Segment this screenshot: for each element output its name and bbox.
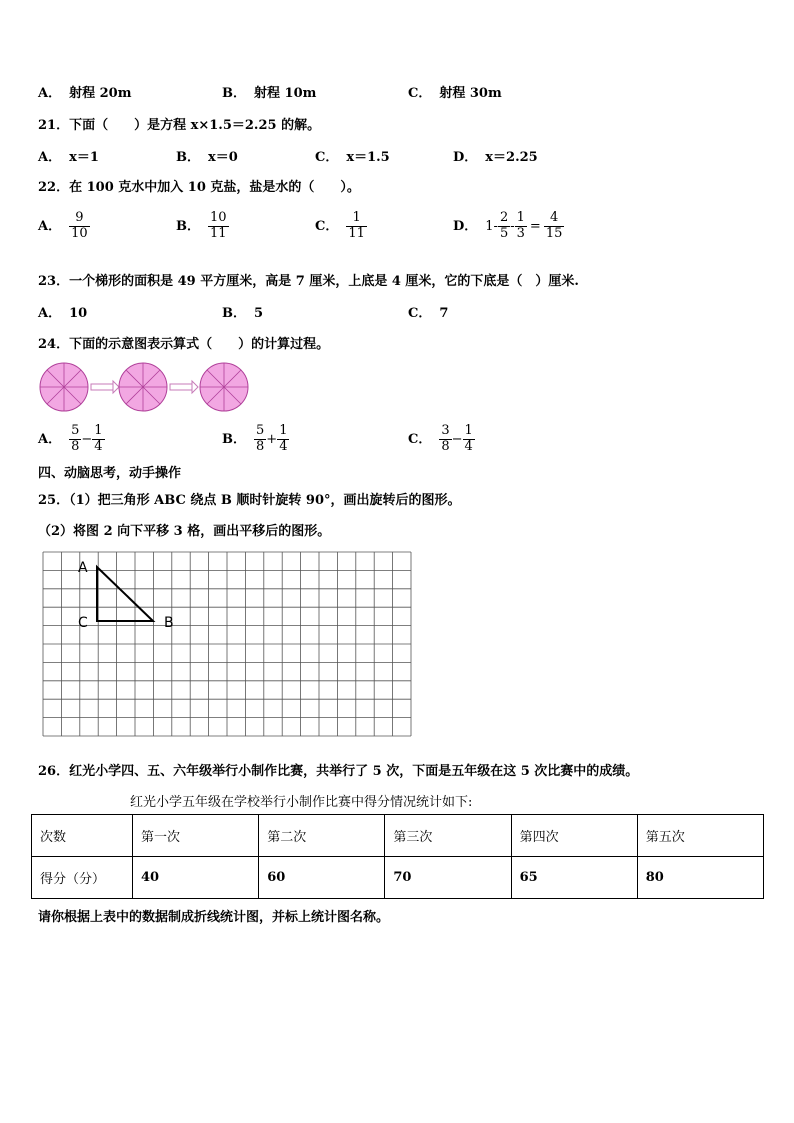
fraction: $\frac{4}{15}$ — [545, 210, 563, 241]
q24-option-c: C． $\frac{3}{8}$ − $\frac{1}{4}$ — [408, 423, 473, 454]
fraction: $\frac{1}{4}$ — [464, 423, 473, 454]
fraction: $\frac{9}{10}$ — [71, 210, 88, 241]
fraction: $\frac{5}{8}$ — [71, 423, 80, 454]
table-cell: 第一次 — [133, 815, 259, 857]
score-table — [31, 814, 764, 899]
q23-option-b: B． 5 — [222, 306, 264, 321]
table-header-row — [32, 815, 764, 857]
q19-option-c: C． 射程 30m — [408, 86, 502, 101]
table-title: 红光小学五年级在学校举行小制作比赛中得分情况统计如下: — [130, 795, 473, 810]
arrow-2 — [170, 381, 198, 393]
table-cell: 65 — [511, 857, 637, 899]
q25-part2: （2）将图 2 向下平移 3 格，画出平移后的图形。 — [38, 524, 331, 539]
q24-stem: 24．下面的示意图表示算式（ ）的计算过程。 — [38, 337, 330, 352]
table-cell: 第三次 — [385, 815, 511, 857]
fraction: $\frac{2}{5}$ — [499, 210, 509, 241]
grid-lines — [43, 552, 411, 736]
fraction: $\frac{1}{3}$ — [516, 210, 525, 241]
q23-stem: 23．一个梯形的面积是 49 平方厘米，高是 7 厘米，上底是 4 厘米，它的下底是（ ）厘米. — [38, 274, 579, 289]
q21-stem: 21．下面（ ）是方程 x×1.5＝2.25 的解。 — [38, 118, 321, 133]
fraction: $\frac{5}{8}$ — [256, 423, 265, 454]
fraction: $\frac{1}{11}$ — [348, 210, 365, 241]
q26-instruction: 请你根据上表中的数据制成折线统计图，并标上统计图名称。 — [38, 910, 390, 925]
table-cell: 80 — [637, 857, 763, 899]
table-row — [32, 857, 764, 899]
q24-option-a: A． $\frac{5}{8}$ − $\frac{1}{4}$ — [38, 423, 103, 454]
q24-pie-diagram — [38, 360, 258, 414]
q22-stem: 22．在 100 克水中加入 10 克盐，盐是水的（ ）。 — [38, 180, 360, 195]
q26-stem: 26．红光小学四、五、六年级举行小制作比赛，共举行了 5 次，下面是五年级在这 5 次比赛中的成绩。 — [38, 764, 639, 779]
table-cell: 第五次 — [637, 815, 763, 857]
table-cell: 次数 — [32, 815, 133, 857]
q23-option-c: C． 7 — [408, 306, 449, 321]
q22-option-a: A． $\frac{9}{10}$ — [38, 210, 88, 241]
q22-option-d: D． 1- $\frac{2}{5}$ - $\frac{1}{3}$ = $\frac{4}{15}$ — [453, 210, 563, 241]
q19-option-a: A． 射程 20m — [38, 86, 132, 101]
point-c-label: C — [78, 615, 88, 631]
table-cell: 第四次 — [511, 815, 637, 857]
fraction: $\frac{10}{11}$ — [210, 210, 227, 241]
q23-option-a: A． 10 — [38, 306, 88, 321]
table-cell: 60 — [259, 857, 385, 899]
section-heading: 四、动脑思考，动手操作 — [38, 466, 182, 481]
table-cell: 第二次 — [259, 815, 385, 857]
q21-option-c: C． x＝1.5 — [315, 150, 390, 165]
q24-option-b: B． $\frac{5}{8}$ + $\frac{1}{4}$ — [222, 423, 288, 454]
q21-option-b: B． x＝0 — [176, 150, 238, 165]
fraction: $\frac{3}{8}$ — [441, 423, 450, 454]
point-b-label: B — [164, 615, 174, 631]
table-cell: 得分（分） — [32, 857, 133, 899]
q21-option-d: D． x＝2.25 — [453, 150, 538, 165]
fraction: $\frac{1}{4}$ — [94, 423, 103, 454]
q22-option-b: B． $\frac{10}{11}$ — [176, 210, 227, 241]
q25-grid — [30, 548, 420, 744]
arrow-1 — [91, 381, 119, 393]
pie-1 — [40, 363, 88, 411]
fraction: $\frac{1}{4}$ — [279, 423, 288, 454]
point-a-label: A — [78, 560, 88, 576]
table-cell: 40 — [133, 857, 259, 899]
q21-option-a: A． x＝1 — [38, 150, 99, 165]
q22-option-c: C． $\frac{1}{11}$ — [315, 210, 365, 241]
triangle-abc — [97, 567, 153, 621]
q19-option-b: B． 射程 10m — [222, 86, 317, 101]
q25-part1: 25．（1）把三角形 ABC 绕点 B 顺时针旋转 90°，画出旋转后的图形。 — [38, 493, 461, 508]
pie-2 — [119, 363, 167, 411]
table-cell: 70 — [385, 857, 511, 899]
pie-3 — [200, 363, 248, 411]
